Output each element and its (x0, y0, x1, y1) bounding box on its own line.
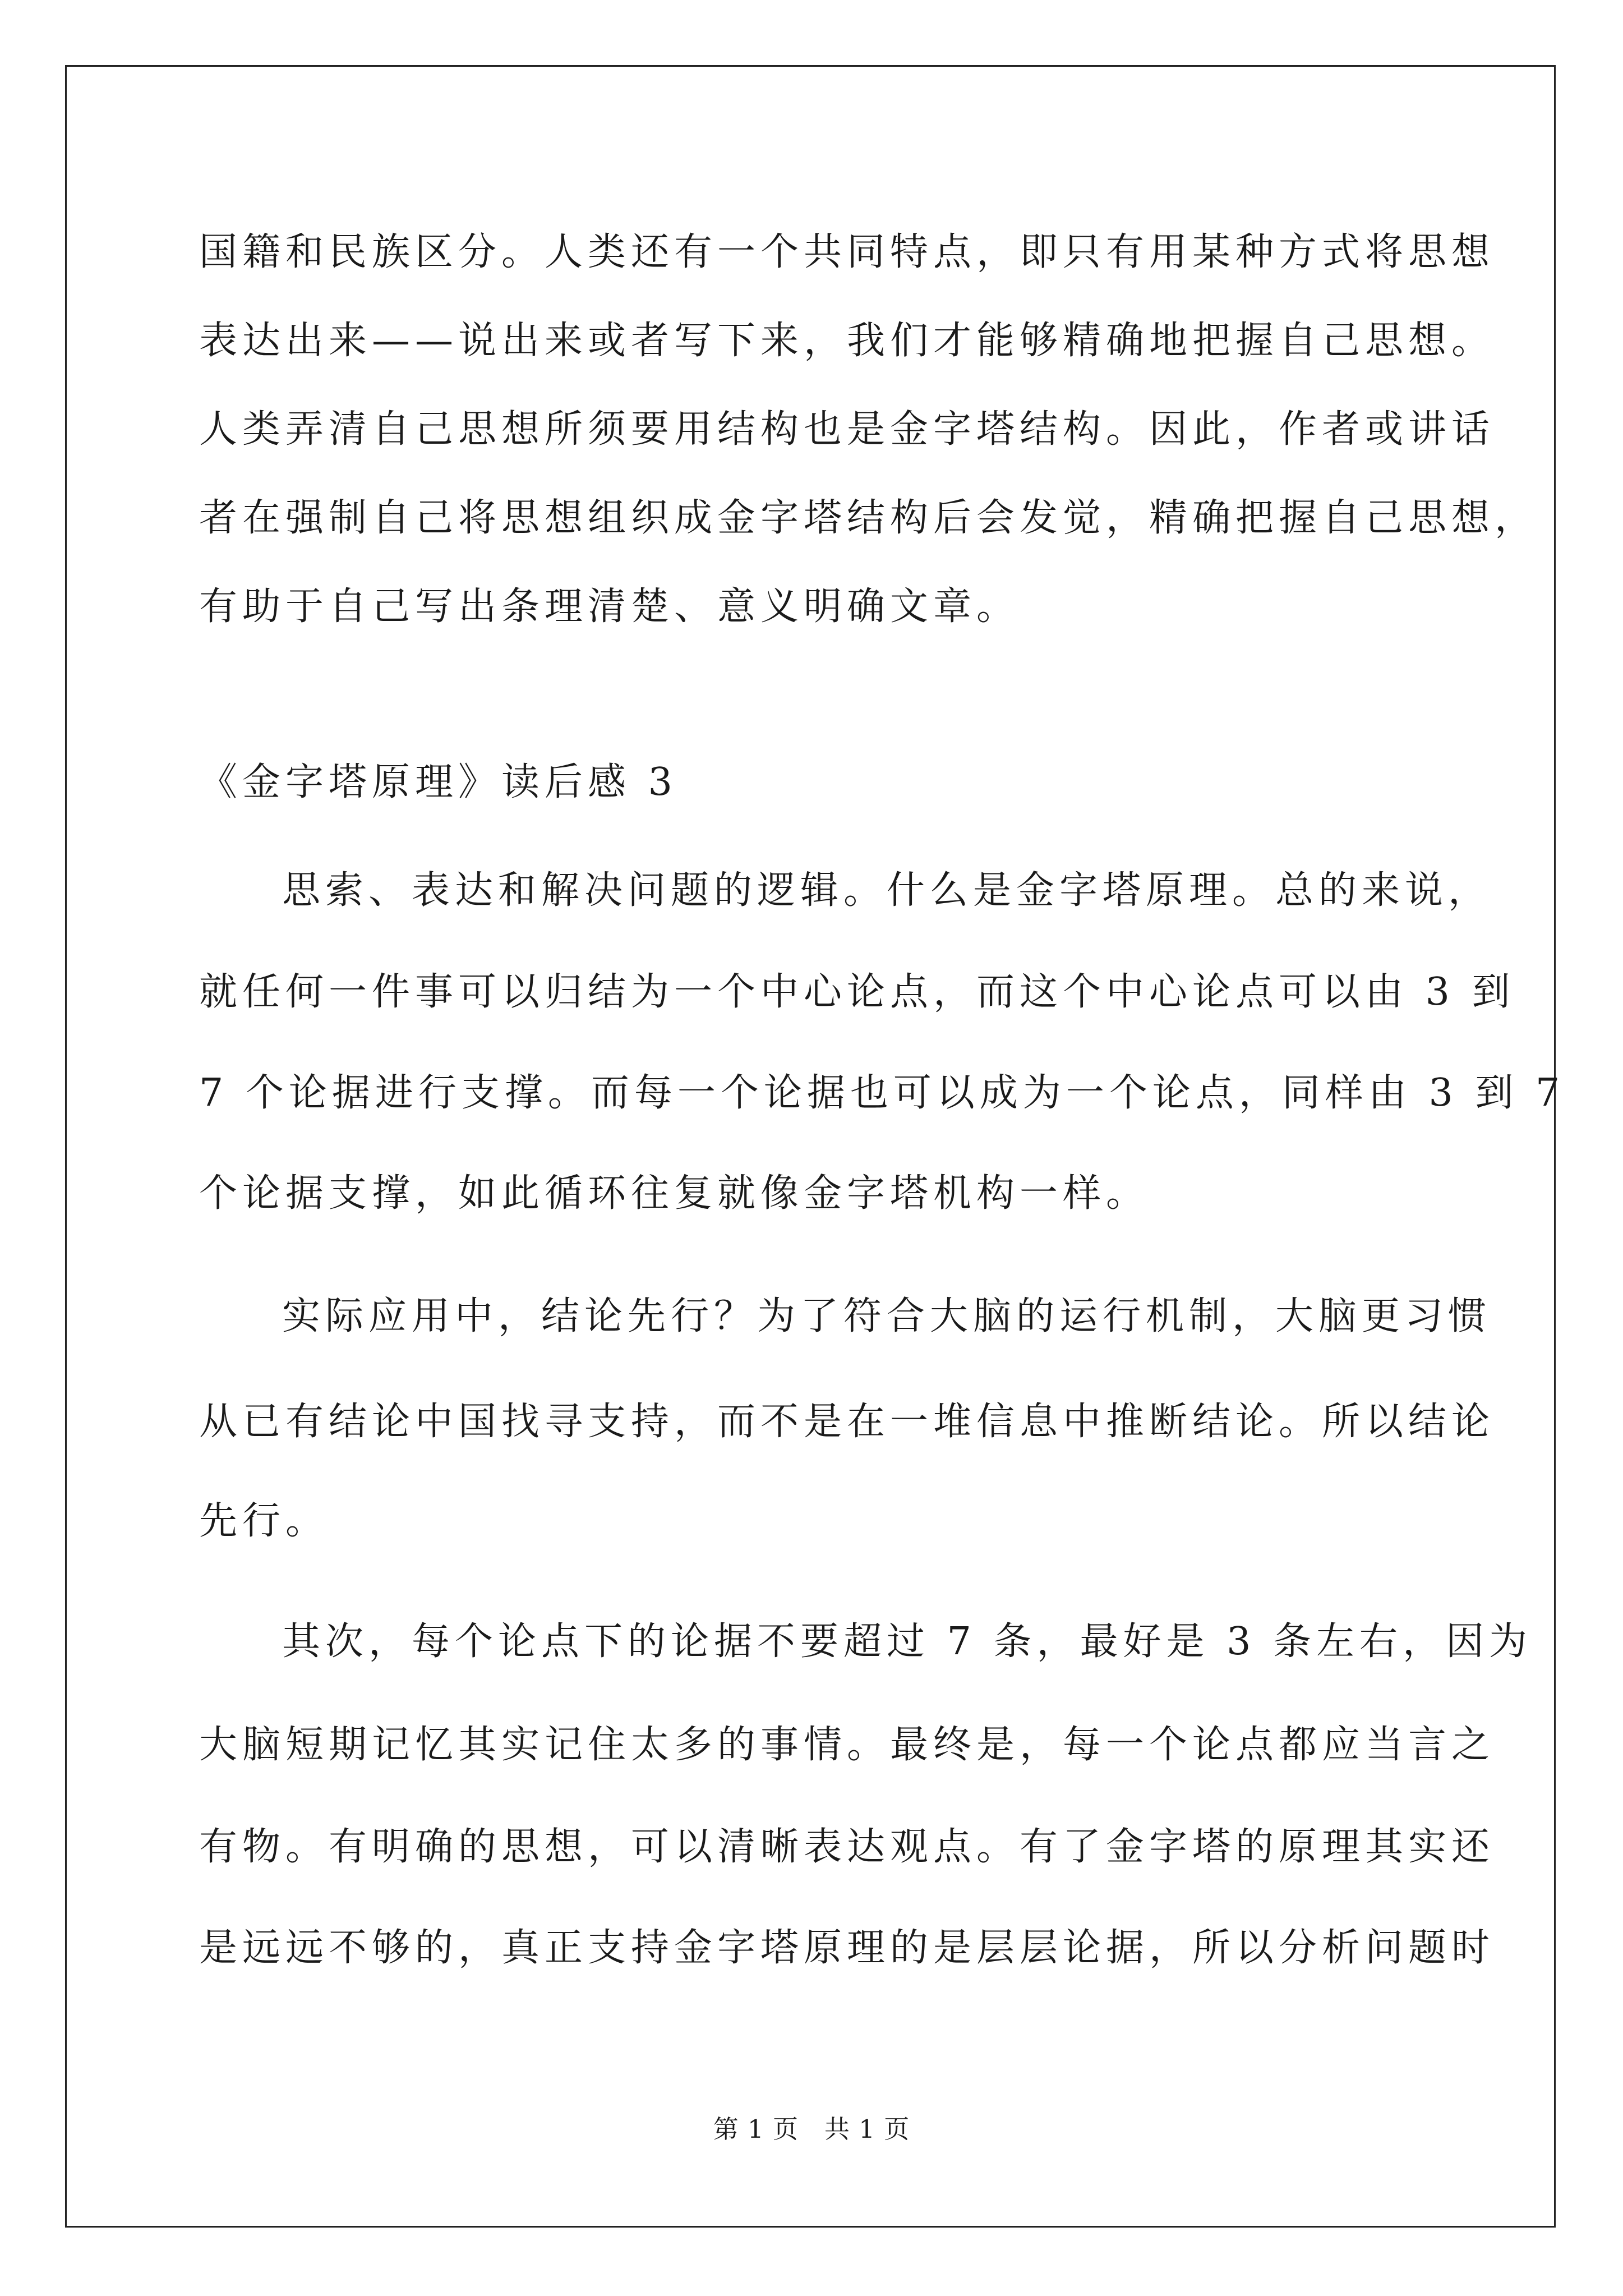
page-border (65, 65, 1556, 2228)
body-line-6: 思索、表达和解决问题的逻辑。什么是金字塔原理。总的来说， (282, 868, 1492, 913)
body-line-2: 表达出来——说出来或者写下来，我们才能够精确地把握自己思想。 (199, 319, 1495, 363)
body-line-10: 实际应用中，结论先行？为了符合大脑的运行机制，大脑更习惯 (282, 1294, 1492, 1338)
body-line-12: 先行。 (199, 1499, 329, 1543)
body-line-1: 国籍和民族区分。人类还有一个共同特点，即只有用某种方式将思想 (199, 230, 1495, 274)
body-line-16: 是远远不够的，真正支持金字塔原理的是层层论据，所以分析问题时 (199, 1926, 1495, 1970)
body-line-11: 从已有结论中国找寻支持，而不是在一堆信息中推断结论。所以结论 (199, 1400, 1495, 1444)
body-line-4: 者在强制自己将思想组织成金字塔结构后会发觉，精确把握自己思想， (199, 496, 1538, 540)
body-line-8: 7 个论据进行支撑。而每一个论据也可以成为一个论点，同样由 3 到 7 (199, 1071, 1565, 1115)
body-line-13: 其次，每个论点下的论据不要超过 7 条，最好是 3 条左右，因为 (282, 1619, 1532, 1664)
body-line-14: 大脑短期记忆其实记住太多的事情。最终是，每一个论点都应当言之 (199, 1723, 1495, 1767)
body-line-5: 有助于自己写出条理清楚、意义明确文章。 (199, 585, 1020, 629)
body-line-7: 就任何一件事可以归结为一个中心论点，而这个中心论点可以由 3 到 (199, 970, 1515, 1014)
body-line-9: 个论据支撑，如此循环往复就像金字塔机构一样。 (199, 1171, 1150, 1216)
page-number: 第 1 页 共 1 页 (713, 2114, 910, 2144)
body-line-15: 有物。有明确的思想，可以清晰表达观点。有了金字塔的原理其实还 (199, 1825, 1495, 1869)
section-heading: 《金字塔原理》读后感 3 (199, 760, 677, 804)
body-line-3: 人类弄清自己思想所须要用结构也是金字塔结构。因此，作者或讲话 (199, 407, 1495, 452)
